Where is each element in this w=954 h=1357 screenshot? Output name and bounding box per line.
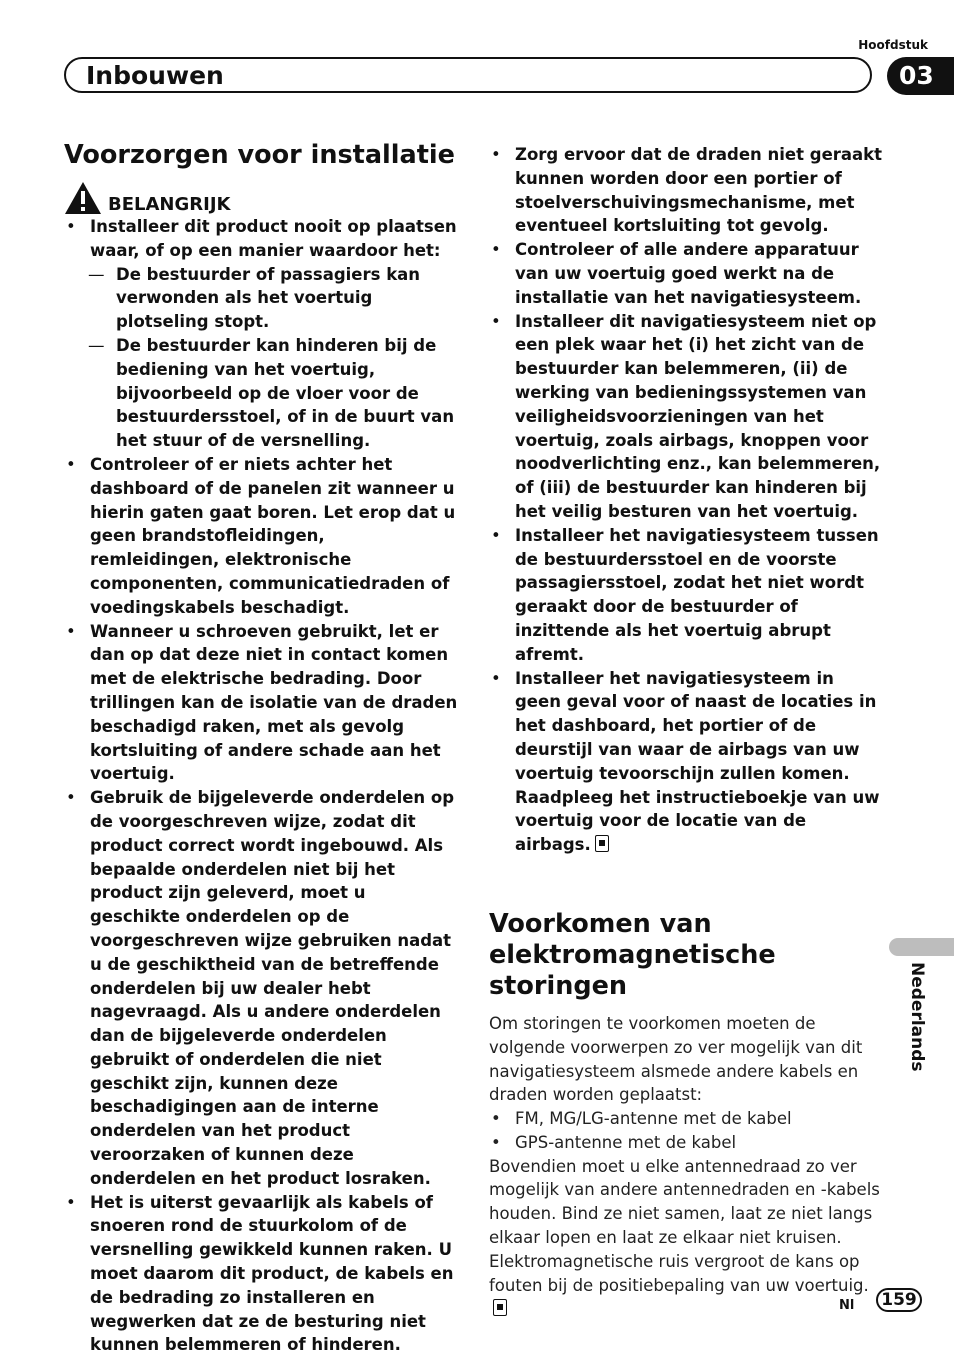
list-item: • Installeer het navigatiesysteem tussen de bestuurdersstoel en de voorste passagiersstoel, zodat het niet wordt geraakt door de bestuurder of inzittende als het voertuig abrupt afremt. bbox=[489, 524, 884, 667]
chapter-number-badge: 03 bbox=[887, 57, 954, 95]
list-item: • Controleer of er niets achter het dashboard of de panelen zit wanneer u hierin gaten gaat boren. Let erop dat u geen brandstofleidingen, remleidingen, elektronische componenten, communicatiedraden of voedingskabels beschadigt. bbox=[64, 453, 459, 620]
right-column bbox=[489, 143, 884, 1321]
side-tab-marker bbox=[889, 938, 954, 956]
interference-outro-text: Bovendien moet u elke antennedraad zo ver mogelijk van andere antennedraden en -kabels houden. Bind ze niet samen, laat ze niet langs elkaar lopen en laat ze elkaar niet kruisen. Elektromagnetische ruis vergroot de kans op fouten bij de positiebepaling van uw voertuig. bbox=[489, 1156, 880, 1295]
page-number: 159 bbox=[876, 1288, 922, 1312]
end-of-section-icon bbox=[493, 1299, 507, 1316]
side-language-label: Nederlands bbox=[907, 962, 927, 1072]
list-item: • Zorg ervoor dat de draden niet geraakt kunnen worden door een portier of stoelverschuivingsmechanisme, met eventueel kortsluiting tot gevolg. bbox=[489, 143, 884, 238]
end-of-section-icon bbox=[595, 835, 609, 852]
interference-list bbox=[489, 1107, 884, 1155]
list-subitem: — De bestuurder kan hinderen bij de bediening van het voertuig, bijvoorbeeld op de vloer voor de bestuurdersstoel, of in de buurt van het stuur of de versnelling. bbox=[64, 334, 459, 453]
list-item: • Installeer dit product nooit op plaatsen waar, of op een manier waardoor het: bbox=[64, 215, 459, 263]
list-item: • GPS-antenne met de kabel bbox=[489, 1131, 884, 1155]
section-title-interference: Voorkomen van elektromagnetische storingen bbox=[489, 908, 776, 1001]
section-header-title: Inbouwen bbox=[86, 61, 224, 90]
list-item: • Het is uiterst gevaarlijk als kabels of snoeren rond de stuurkolom of de versnelling gewikkeld kunnen raken. U moet daarom dit product, de kabels en de bedrading zo installeren en wegwerken dat ze de besturing niet kunnen belemmeren of hinderen. bbox=[64, 1191, 459, 1357]
interference-outro bbox=[489, 1155, 884, 1322]
section-title-precautions: Voorzorgen voor installatie bbox=[64, 140, 455, 170]
left-column bbox=[64, 140, 459, 1357]
list-item: • Installeer dit navigatiesysteem niet op een plek waar het (i) het zicht van de bestuurder kan belemmeren, (ii) de werking van bedieningssystemen van veiligheidsvoorzieningen van het voertuig, zoals airbags, knoppen voor noodverlichting enz., kan belemmeren, of (iii) de bestuurder kan hinderen bij het veilig besturen van het voertuig. bbox=[489, 310, 884, 524]
warning-triangle-icon bbox=[64, 181, 102, 215]
chapter-label: Hoofdstuk bbox=[858, 38, 928, 52]
footer-language-code: Nl bbox=[839, 1298, 855, 1313]
precautions-list bbox=[64, 215, 459, 1357]
list-item: • Controleer of alle andere apparatuur van uw voertuig goed werkt na de installatie van het navigatiesysteem. bbox=[489, 238, 884, 309]
important-label: BELANGRIJK bbox=[108, 194, 231, 215]
section-header-bar bbox=[64, 57, 872, 93]
list-subitem: — De bestuurder of passagiers kan verwonden als het voertuig plotseling stopt. bbox=[64, 263, 459, 334]
interference-intro: Om storingen te voorkomen moeten de volgende voorwerpen zo ver mogelijk van dit navigatiesysteem alsmede andere kabels en draden worden geplaatst: bbox=[489, 1013, 863, 1105]
important-notice bbox=[64, 179, 459, 215]
list-item-text: Installeer het navigatiesysteem in geen geval voor of naast de locaties in het dashboard, het portier of de deurstijl van waar de airbags van uw voertuig tevoorschijn zullen komen. Raadpleeg het instructieboekje van uw voertuig voor de locatie van de airbags. bbox=[515, 668, 880, 855]
list-item: • Gebruik de bijgeleverde onderdelen op de voorgeschreven wijze, zodat dit product correct wordt ingebouwd. Als bepaalde onderdelen niet bij het product zijn geleverd, moet u geschikte onderdelen op de voorgeschreven wijze gebruiken nadat u de geschiktheid van de betreffende onderdelen bij uw dealer hebt nagevraagd. Als u andere onderdelen dan de bijgeleverde onderdelen gebruikt of onderdelen die niet geschikt zijn, kunnen deze beschadigingen aan de interne onderdelen van het product veroorzaken of kunnen deze onderdelen en het product losraken. bbox=[64, 786, 459, 1191]
list-item bbox=[489, 667, 884, 857]
list-item: • Wanneer u schroeven gebruikt, let er dan op dat deze niet in contact komen met de elektrische bedrading. Door trillingen kan de isolatie van de draden beschadigd raken, met als gevolg kortsluiting of andere schade aan het voertuig. bbox=[64, 620, 459, 787]
list-item: • FM, MG/LG-antenne met de kabel bbox=[489, 1107, 884, 1131]
interference-section bbox=[489, 909, 884, 1321]
precautions-list-continued bbox=[489, 143, 884, 857]
